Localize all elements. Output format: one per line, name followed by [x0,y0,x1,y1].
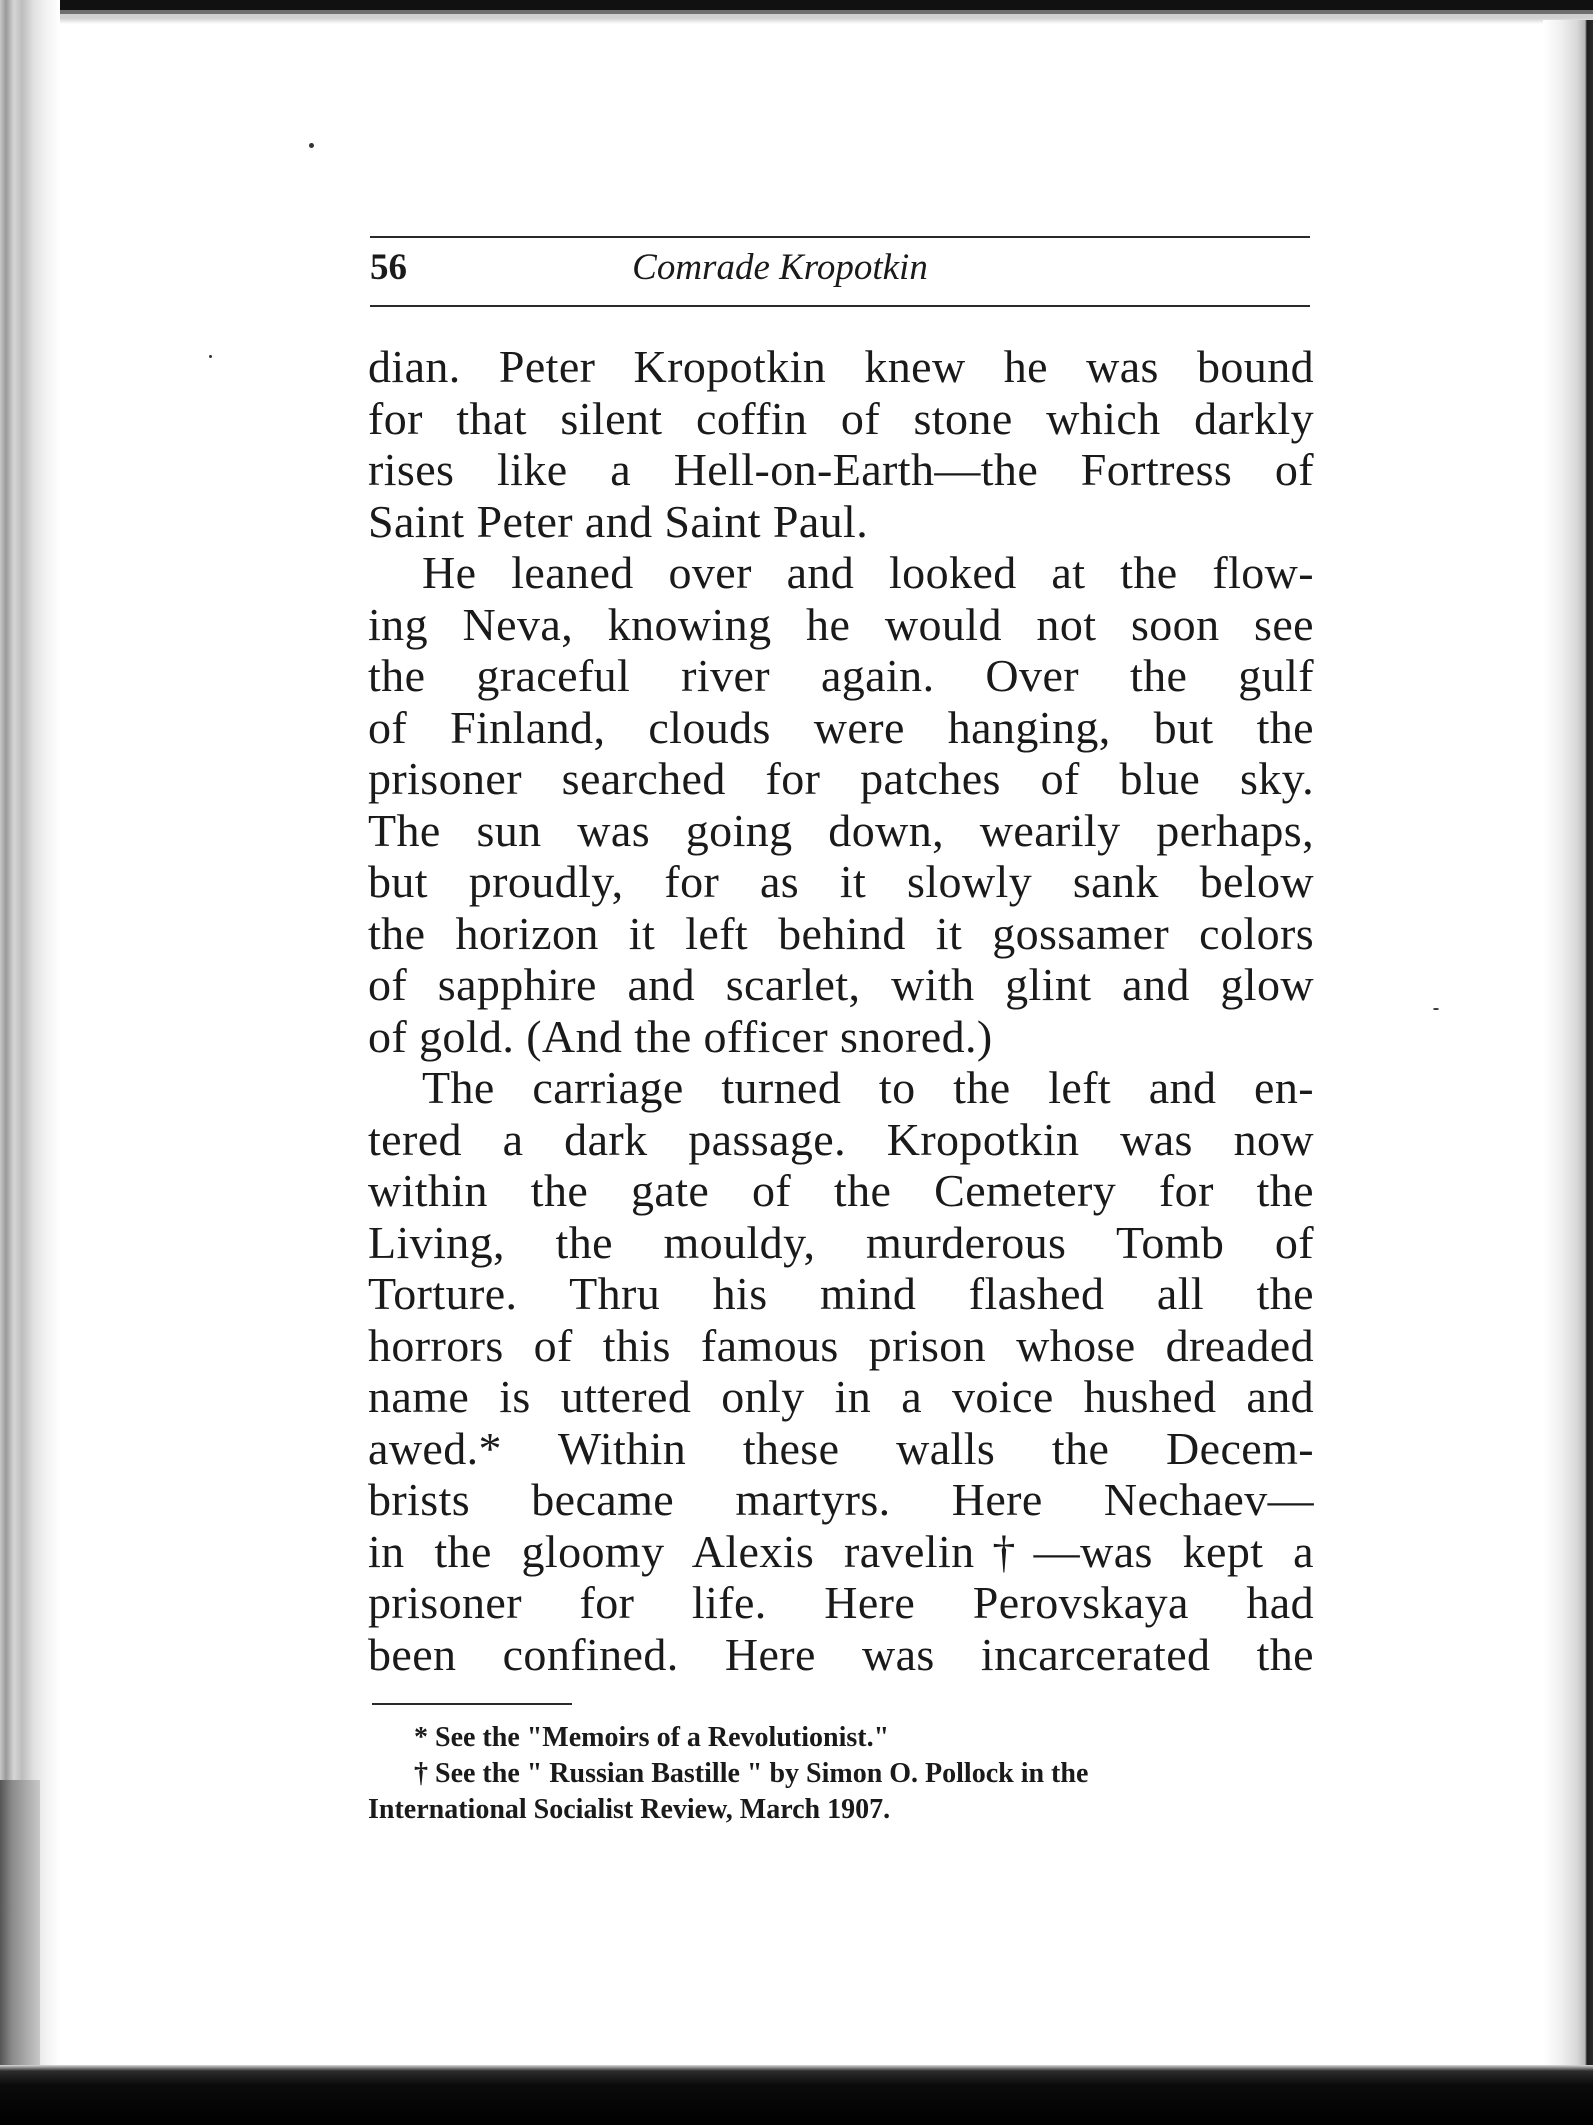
text-line: Torture. Thru his mind flashed all the [368,1268,1314,1319]
scan-right-edge [1543,20,1593,2070]
text-line: dian. Peter Kropotkin knew he was bound [368,341,1314,392]
text-line: for that silent coffin of stone which darkly [368,392,1314,444]
scan-speck [209,355,212,358]
text-line: brists became martyrs. Here Nechaev— [368,1474,1314,1525]
footnote-2: † See the " Russian Bastille " by Simon O. Pollock in the [414,1758,1089,1789]
text-line: The carriage turned to the left and en- [422,1062,1314,1113]
text-line: of Finland, clouds were hanging, but the [368,701,1314,753]
text-line: awed.* Within these walls the Decem- [368,1422,1314,1474]
text-line: prisoner for life. Here Perovskaya had [368,1577,1314,1628]
text-line: in the gloomy Alexis ravelin†—was kept a [368,1525,1314,1577]
header-rule-top [370,236,1310,238]
text-line: the graceful river again. Over the gulf [368,650,1314,701]
page-number: 56 [370,247,407,288]
body-text [368,341,1314,1680]
page-header [370,246,1310,298]
text-line: rises like a Hell-on-Earth—the Fortress of [368,444,1314,495]
text-line: horrors of this famous prison whose dreaded [368,1319,1314,1371]
text-line: been confined. Here was incarcerated the [368,1628,1314,1680]
text-line: Living, the mouldy, murderous Tomb of [368,1216,1314,1268]
footnotes [368,1720,1326,1828]
text-line: He leaned over and looked at the flow- [422,547,1314,598]
scan-bottom-edge [0,2065,1593,2125]
text-line: ing Neva, knowing he would not soon see [368,598,1314,650]
footnote-2-continued: International Socialist Review, March 1907. [368,1794,891,1825]
running-title: Comrade Kropotkin [632,247,928,288]
text-line: tered a dark passage. Kropotkin was now [368,1113,1314,1165]
text-line: within the gate of the Cemetery for the [368,1165,1314,1216]
text-line: of sapphire and scarlet, with glint and glow [368,959,1314,1010]
text-line: prisoner searched for patches of blue sky. [368,753,1314,804]
text-line: the horizon it left behind it gossamer colors [368,907,1314,959]
scan-speck [1433,1008,1439,1010]
header-rule-bottom [370,305,1310,307]
footnote-1: * See the "Memoirs of a Revolutionist." [414,1722,890,1753]
text-line: The sun was going down, wearily perhaps, [368,804,1314,856]
scan-top-edge [0,0,1593,24]
footnote-rule [372,1703,572,1705]
text-line: but proudly, for as it slowly sank below [368,856,1314,907]
scan-speck [309,143,314,148]
text-line: name is uttered only in a voice hushed and [368,1371,1314,1422]
text-line: Saint Peter and Saint Paul. [368,495,869,547]
text-line: of gold. (And the officer snored.) [368,1010,993,1062]
